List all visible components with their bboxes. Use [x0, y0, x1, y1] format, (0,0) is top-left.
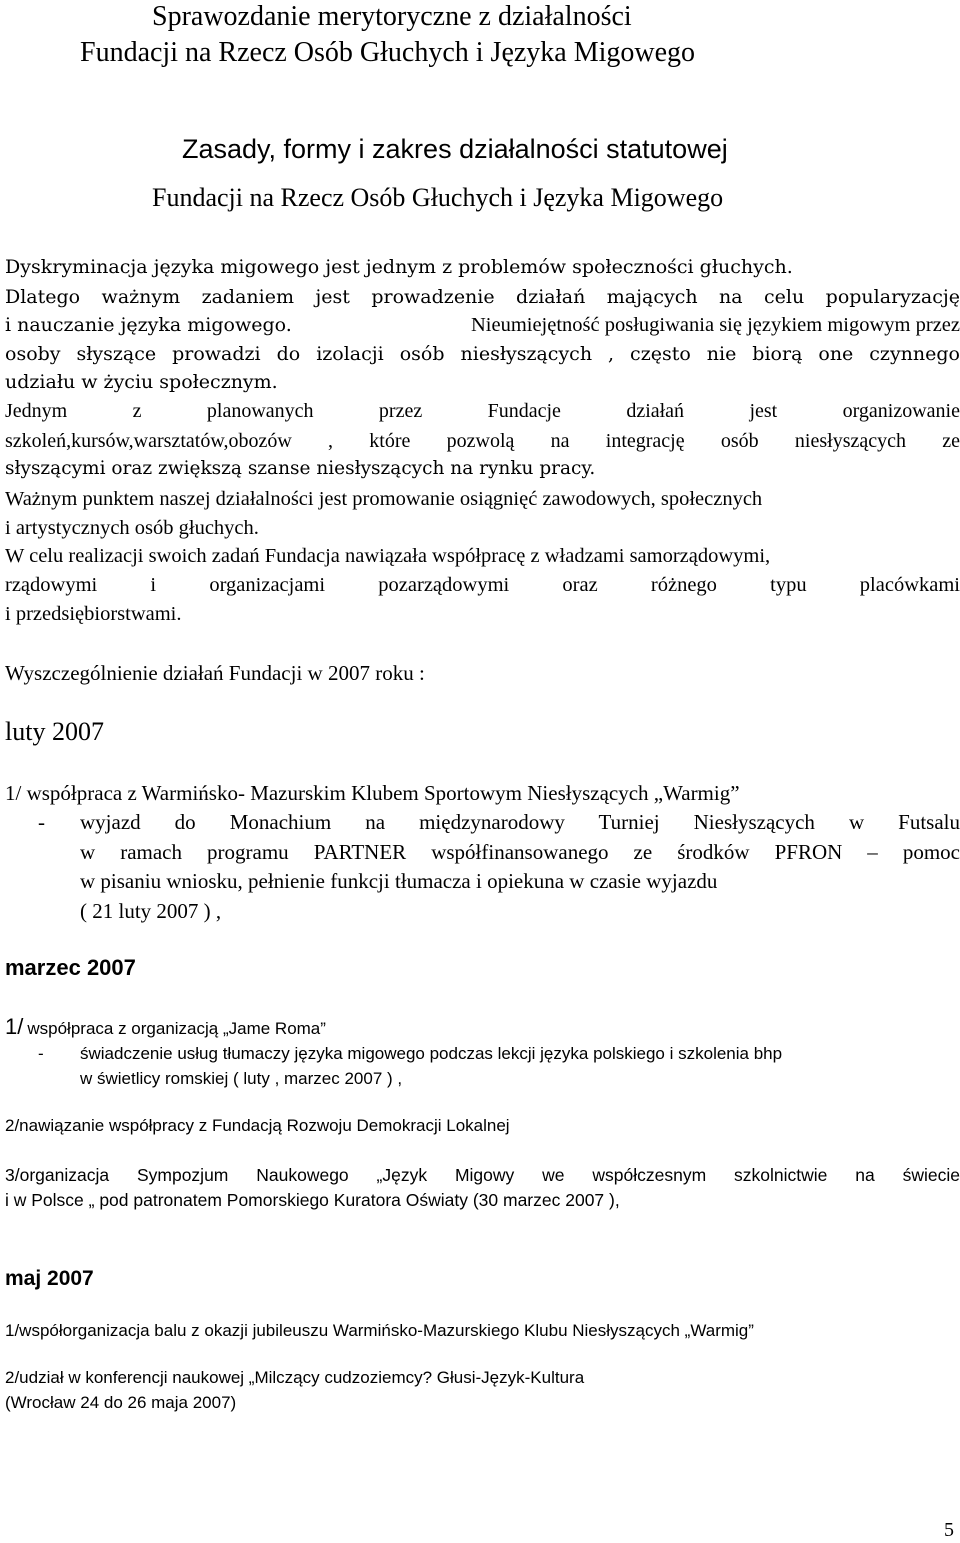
marzec-item-3-line-2: i w Polsce „ pod patronatem Pomorskiego Kuratora Oświaty (30 marzec 2007 ),: [5, 1190, 620, 1210]
document-title-line-1: Sprawozdanie merytoryczne z działalności: [152, 1, 632, 32]
document-title-line-2: Fundacji na Rzecz Osób Głuchych i Języka Migowego: [80, 37, 696, 68]
para3-line-1: Ważnym punktem naszej działalności jest promowanie osiągnięć zawodowych, społecznych: [5, 488, 763, 510]
details-heading: Wyszczególnienie działań Fundacji w 2007 roku :: [5, 661, 425, 685]
maj-item-2-line-2: (Wrocław 24 do 26 maja 2007): [5, 1393, 237, 1412]
para2-line-1: Jednym z planowanych przez Fundacje działań jest organizowanie: [5, 400, 960, 422]
luty-sub-line-3: w pisaniu wniosku, pełnienie funkcji tłumacza i opiekuna w czasie wyjazdu: [80, 869, 718, 893]
section-heading-line-2: Fundacji na Rzecz Osób Głuchych i Języka Migowego: [152, 183, 724, 212]
marzec-item-1: [5, 1014, 326, 1040]
luty-sub-line-4: ( 21 luty 2007 ) ,: [80, 899, 222, 923]
intro-line-5: udziału w życiu społecznym.: [5, 371, 278, 393]
marzec-item-1-number: 1/: [5, 1014, 24, 1039]
page-number: 5: [944, 1519, 954, 1541]
luty-sub-line-1: wyjazd do Monachium na międzynarodowy Turniej Niesłyszących w Futsalu: [80, 810, 960, 834]
marzec-sub-line-1: świadczenie usług tłumaczy języka migowego podczas lekcji języka polskiego i szkolenia bhp: [80, 1044, 783, 1063]
para4-line-1: W celu realizacji swoich zadań Fundacja nawiązała współpracę z władzami samorządowymi,: [5, 545, 771, 567]
marzec-item-1-text: współpraca z organizacją „Jame Roma”: [27, 1019, 326, 1038]
luty-item-1: 1/ współpraca z Warmińsko- Mazurskim Klubem Sportowym Niesłyszących „Warmig”: [5, 781, 740, 805]
maj-item-1: 1/współorganizacja balu z okazji jubileuszu Warmińsko-Mazurskiego Klubu Niesłyszących „Warmig”: [5, 1321, 754, 1340]
month-heading-maj: maj 2007: [5, 1267, 94, 1290]
month-heading-luty: luty 2007: [5, 717, 104, 746]
marzec-item-3-line-1: 3/organizacja Sympozjum Naukowego „Język Migowy we współczesnym szkolnictwie na świecie: [5, 1165, 960, 1185]
intro-line-2: Dlatego ważnym zadaniem jest prowadzenie działań mających na celu popularyzację: [5, 286, 960, 308]
intro-line-4: osoby słyszące prowadzi do izolacji osób niesłyszących , często nie biorą one czynnego: [5, 343, 960, 365]
marzec-item-2: 2/nawiązanie współpracy z Fundacją Rozwoju Demokracji Lokalnej: [5, 1116, 510, 1135]
para3-line-2: i artystycznych osób głuchych.: [5, 517, 259, 539]
luty-dash: -: [38, 810, 45, 834]
section-heading-line-1: Zasady, formy i zakres działalności statutowej: [182, 134, 728, 164]
para4-line-3: i przedsiębiorstwami.: [5, 603, 182, 625]
intro-line-3-a: i nauczanie języka migowego.: [5, 314, 292, 336]
marzec-dash: -: [38, 1044, 44, 1063]
intro-line-3-b: Nieumiejętność posługiwania się językiem migowym przez: [470, 314, 960, 336]
intro-line-1: Dyskryminacja języka migowego jest jednym z problemów społeczności głuchych.: [5, 256, 793, 278]
luty-sub-line-2: w ramach programu PARTNER współfinansowanego ze środków PFRON – pomoc: [80, 840, 960, 864]
marzec-sub-line-2: w świetlicy romskiej ( luty , marzec 2007 ) ,: [80, 1069, 403, 1088]
month-heading-marzec: marzec 2007: [5, 955, 136, 980]
para4-line-2: rządowymi i organizacjami pozarządowymi oraz różnego typu placówkami: [5, 574, 960, 596]
maj-item-2-line-1: 2/udział w konferencji naukowej „Milczący cudzoziemcy? Głusi-Język-Kultura: [5, 1368, 585, 1387]
intro-line-3: [5, 314, 960, 336]
para2-line-2: szkoleń,kursów,warsztatów,obozów , które pozwolą na integrację osób niesłyszących ze: [5, 430, 960, 452]
para2-line-3: słyszącymi oraz zwiększą szanse niesłyszących na rynku pracy.: [5, 458, 596, 479]
